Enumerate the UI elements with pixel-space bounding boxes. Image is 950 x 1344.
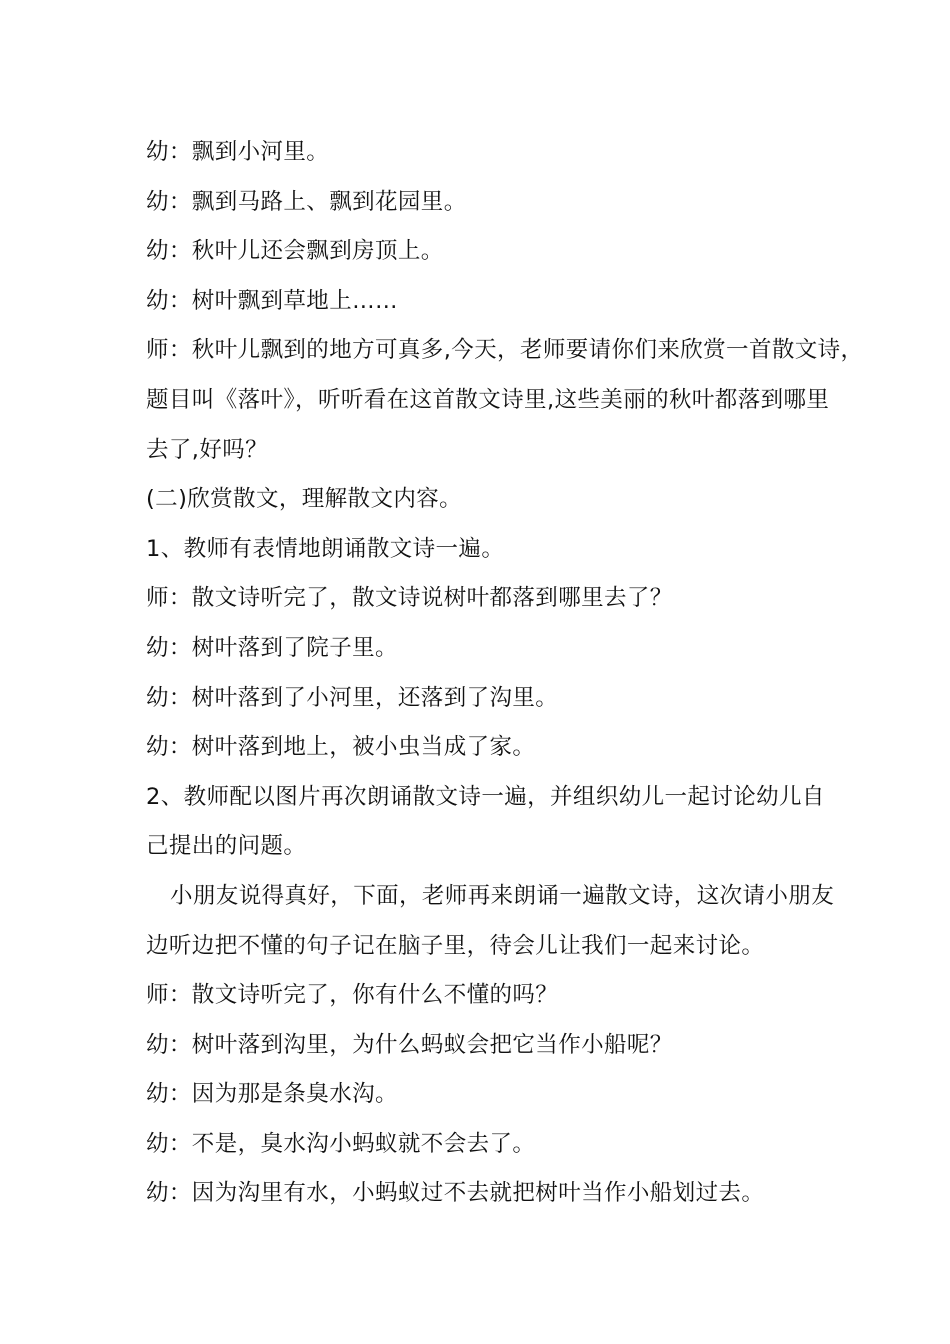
dialogue-line: 幼：树叶落到了院子里。 <box>146 634 398 661</box>
paragraph-line: 边听边把不懂的句子记在脑子里，待会儿让我们一起来讨论。 <box>146 932 765 959</box>
dialogue-line: 幼：飘到马路上、飘到花园里。 <box>146 188 467 215</box>
dialogue-line: 去了,好吗？ <box>146 436 269 463</box>
dialogue-line: 师：散文诗听完了，散文诗说树叶都落到哪里去了？ <box>146 585 673 612</box>
dialogue-line: 幼：秋叶儿还会飘到房顶上。 <box>146 238 444 265</box>
dialogue-line: 幼：不是，臭水沟小蚂蚁就不会去了。 <box>146 1130 536 1157</box>
dialogue-line: 幼：因为沟里有水，小蚂蚁过不去就把树叶当作小船划过去。 <box>146 1180 765 1207</box>
dialogue-line: 幼：树叶落到沟里，为什么蚂蚁会把它当作小船呢？ <box>146 1031 673 1058</box>
paragraph-line: 小朋友说得真好，下面，老师再来朗诵一遍散文诗，这次请小朋友 <box>170 882 835 909</box>
section-heading: (二)欣赏散文，理解散文内容。 <box>146 486 463 513</box>
dialogue-line: 师：散文诗听完了，你有什么不懂的吗？ <box>146 982 559 1009</box>
dialogue-line: 幼：树叶落到了小河里，还落到了沟里。 <box>146 684 559 711</box>
dialogue-line: 师：秋叶儿飘到的地方可真多,今天，老师要请你们来欣赏一首散文诗， <box>146 337 864 364</box>
dialogue-line: 题目叫《落叶》，听听看在这首散文诗里,这些美丽的秋叶都落到哪里 <box>146 386 830 413</box>
step-line: 2、教师配以图片再次朗诵散文诗一遍，并组织幼儿一起讨论幼儿自 <box>146 783 825 810</box>
dialogue-line: 幼：树叶落到地上，被小虫当成了家。 <box>146 734 536 761</box>
document-body <box>146 128 864 1219</box>
step-line: 1、教师有表情地朗诵散文诗一遍。 <box>146 535 505 562</box>
dialogue-line: 幼：因为那是条臭水沟。 <box>146 1081 398 1108</box>
dialogue-line: 幼：飘到小河里。 <box>146 139 330 165</box>
step-line: 己提出的问题。 <box>146 833 307 860</box>
dialogue-line: 幼：树叶飘到草地上…… <box>146 287 398 314</box>
